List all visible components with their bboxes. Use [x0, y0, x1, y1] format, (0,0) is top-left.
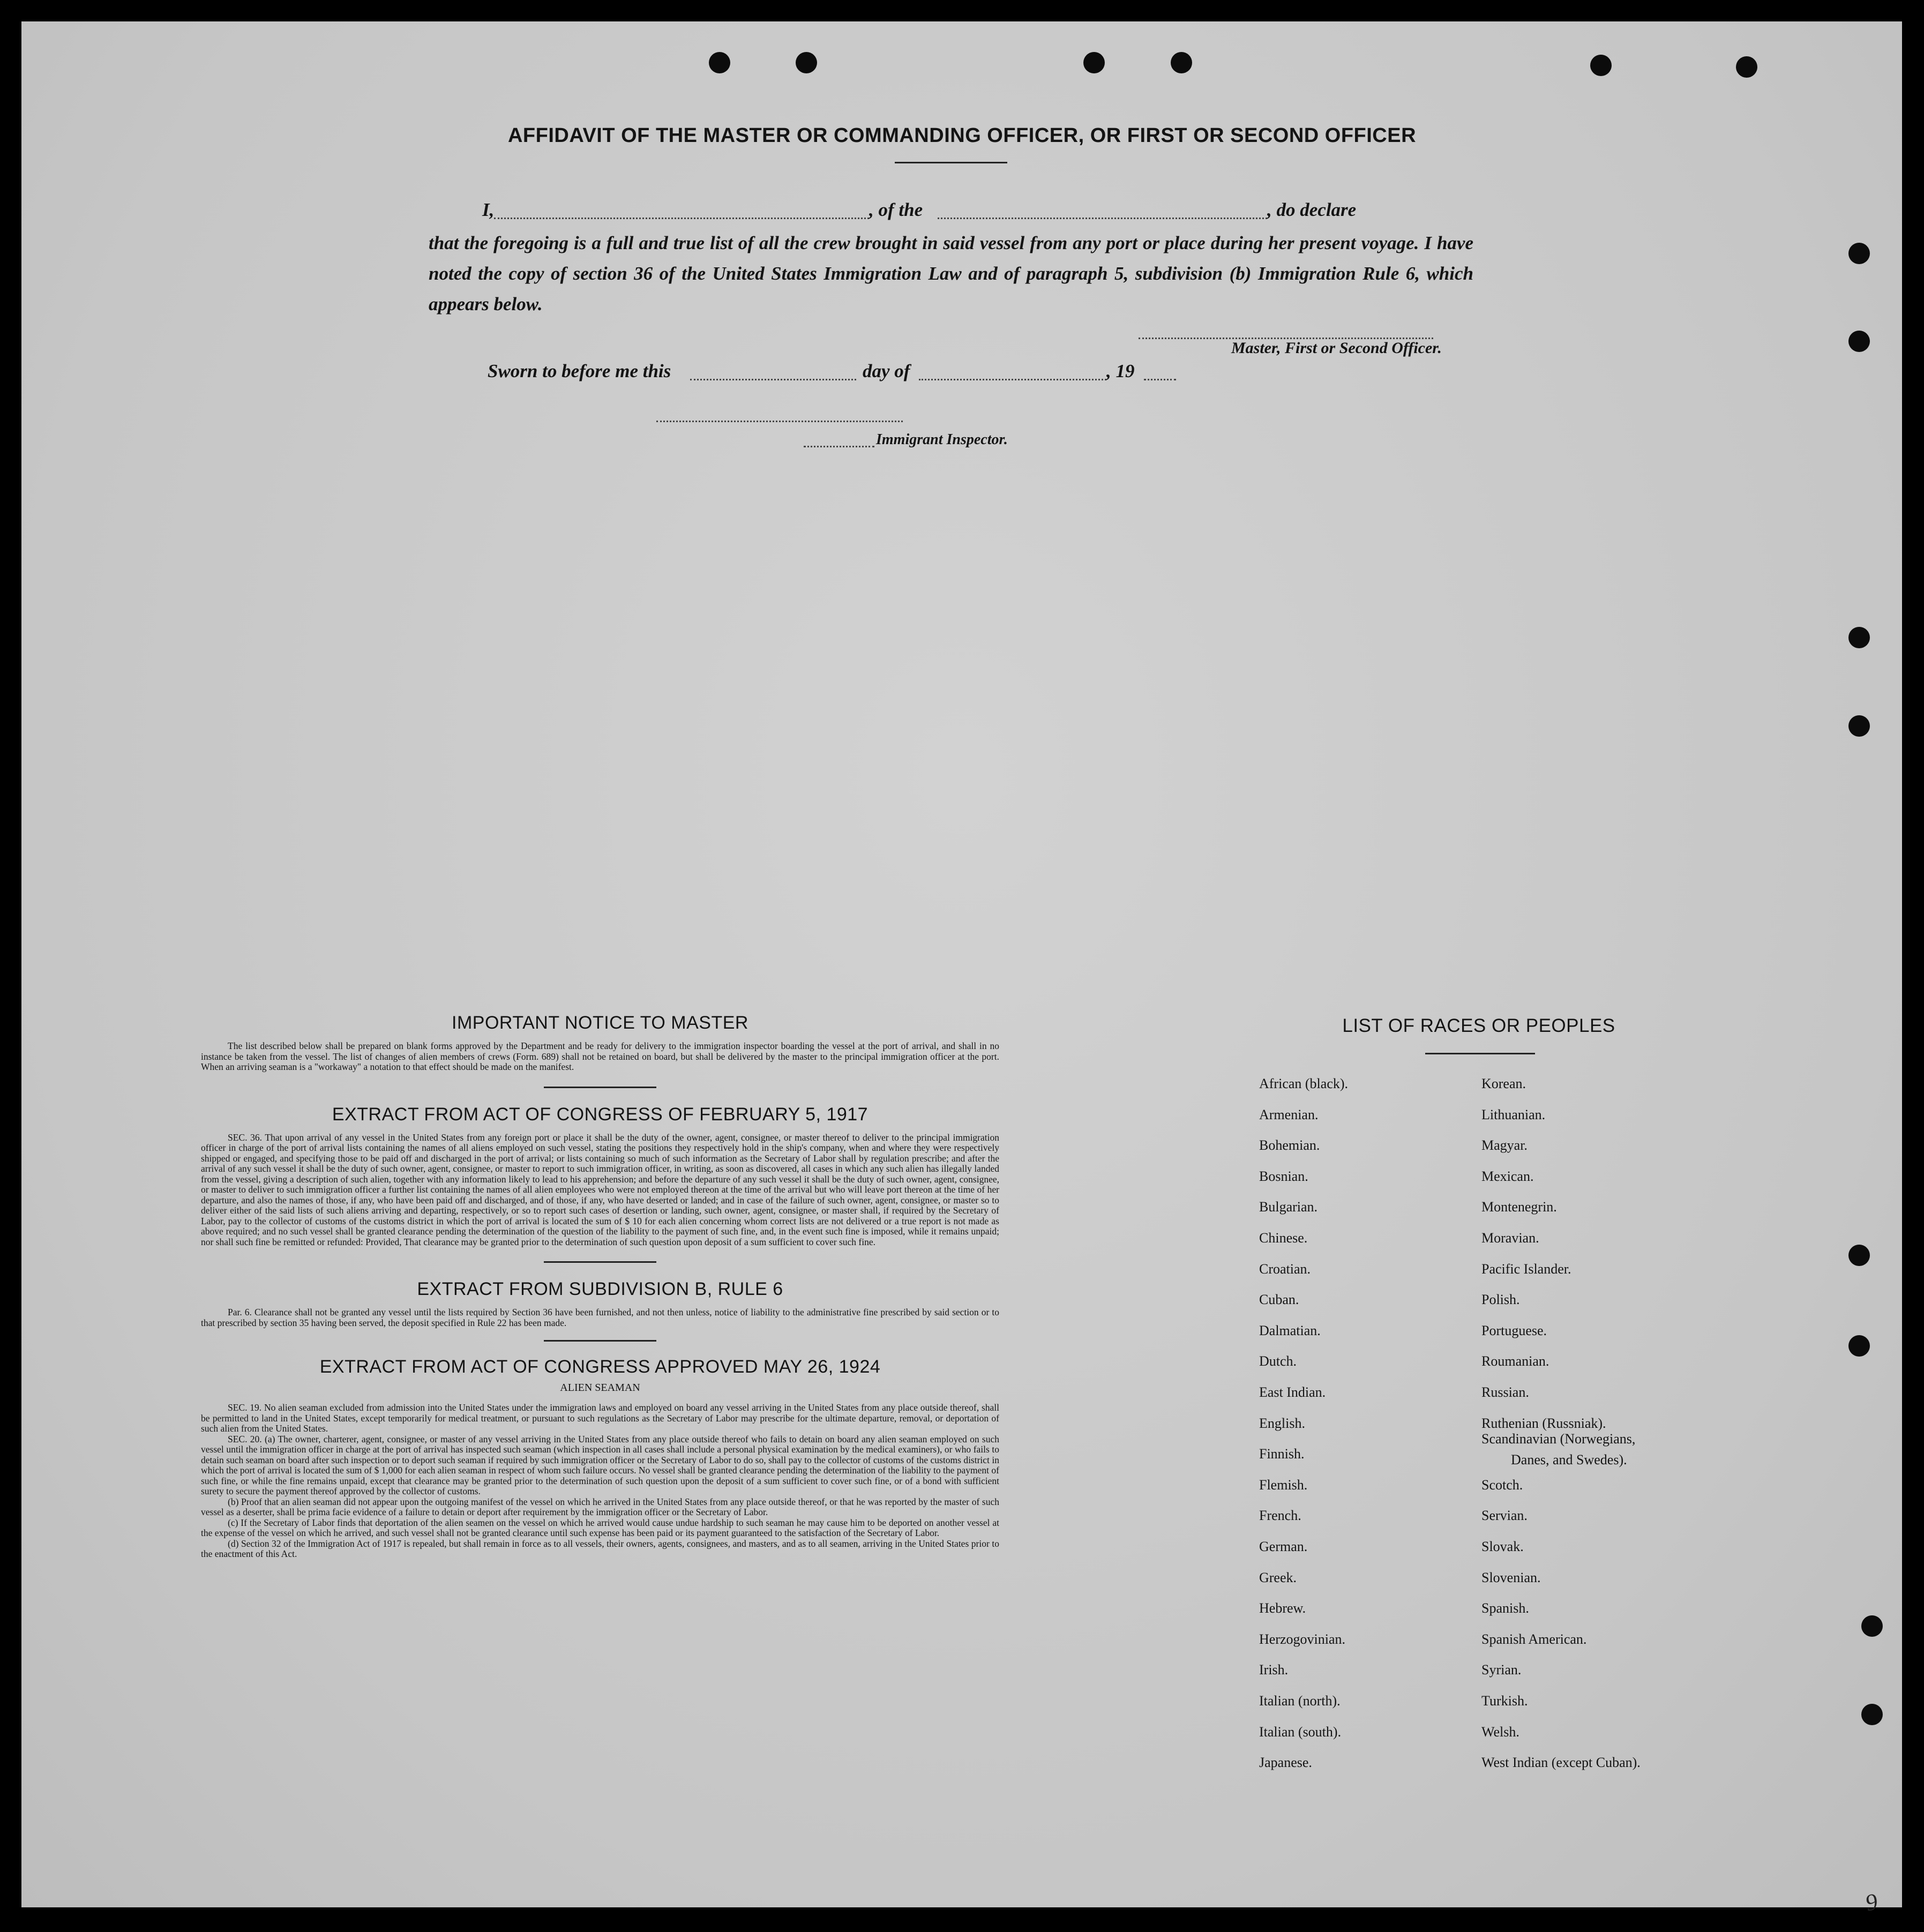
race-item: Pacific Islander. [1481, 1261, 1571, 1277]
punch-hole [709, 52, 730, 73]
race-item-continuation: Danes, and Swedes). [1511, 1452, 1627, 1467]
day-of-text: day of [863, 361, 910, 381]
affidavit-declaration-line [429, 199, 1473, 226]
race-item: Mexican. [1481, 1168, 1534, 1184]
punch-hole [1861, 1704, 1883, 1725]
subdivision-b-title: EXTRACT FROM SUBDIVISION B, RULE 6 [417, 1279, 783, 1299]
day-blank [690, 379, 856, 380]
of-the-text: , of the [869, 199, 923, 220]
race-item: Slovak. [1481, 1539, 1524, 1554]
race-item: Spanish. [1481, 1600, 1529, 1616]
alien-seaman-subtitle: ALIEN SEAMAN [560, 1382, 640, 1394]
race-item: Spanish American. [1481, 1631, 1587, 1647]
punch-hole [1083, 52, 1105, 73]
race-item: Moravian. [1481, 1230, 1539, 1246]
month-blank [919, 379, 1106, 380]
punch-hole [1861, 1615, 1883, 1637]
race-item: Montenegrin. [1481, 1199, 1557, 1215]
race-item: Bohemian. [1259, 1137, 1320, 1154]
race-item: Armenian. [1259, 1106, 1319, 1122]
extract-1924-title: EXTRACT FROM ACT OF CONGRESS APPROVED MAY 26, 1924 [319, 1357, 881, 1377]
race-item: Syrian. [1481, 1662, 1522, 1678]
race-item: Magyar. [1481, 1137, 1528, 1154]
races-title: LIST OF RACES OR PEOPLES [1342, 1015, 1615, 1036]
race-item: Korean. [1481, 1076, 1526, 1091]
inspector-signature-line [656, 421, 903, 422]
race-item: Servian. [1481, 1508, 1528, 1524]
name-blank [494, 218, 869, 219]
race-item: Croatian. [1259, 1261, 1311, 1277]
sworn-line [488, 361, 1184, 387]
subdivision-b-text: Par. 6. Clearance shall not be granted any vessel until the lists required by Section 36 have been furnished, and not then unless, notice of liability to the administrative fine prescribed by said section or to that prescribed by section 35 having been served, the deposit specified in Rule 22 has been made. [201, 1307, 999, 1328]
affidavit-body: that the foregoing is a full and true list of all the crew brought in said vessel from any port or place during her present voyage. I have noted the copy of section 36 of the United States Immigration Law and of paragraph 5, subdivision (b) Immigration Rule 6, which appears below. [429, 233, 1473, 314]
race-item: Herzogovinian. [1259, 1631, 1346, 1647]
title-underline [895, 162, 1007, 163]
punch-hole [1848, 715, 1870, 737]
extract-1924-sec20c: (c) If the Secretary of Labor finds that deportation of the alien seamen on the vessel on which he arrived would cause undue hardship to such seaman he may cause him to be deported on another vessel at the expense of the vessel on which he arrived, and such vessel shall not be granted clearance until such expense has been paid or its payment guaranteed to the satisfaction of the Secretary of Labor. [201, 1517, 999, 1538]
race-item: Ruthenian (Russniak). [1481, 1415, 1606, 1431]
punch-hole [1848, 331, 1870, 352]
race-item: Irish. [1259, 1662, 1289, 1678]
extract-1924-sec19: SEC. 19. No alien seaman excluded from admission into the United States under the immigration laws and employed on board any vessel arriving in the United States from any place outside thereof, shall be permitted to land in the United States, except temporarily for medical treatment, or pursuant to such regulations as the Secretary of Labor may prescribe for the ultimate departure, removal, or deportation of such alien from the United States. [201, 1402, 999, 1434]
race-item: Scandinavian (Norwegians, [1481, 1431, 1636, 1447]
race-item: Scotch. [1481, 1477, 1523, 1493]
extract-1917-title: EXTRACT FROM ACT OF CONGRESS OF FEBRUARY 5, 1917 [332, 1104, 869, 1125]
race-item: Turkish. [1481, 1693, 1528, 1709]
race-item: Bulgarian. [1259, 1199, 1318, 1215]
race-item: Dalmatian. [1259, 1322, 1321, 1338]
extract-1917-text: SEC. 36. That upon arrival of any vessel in the United States from any foreign port or place it shall be the duty of the owner, agent, consignee, or master thereof to deliver to the principal immigration officer in charge of the port of arrival lists containing the names of all aliens employed on such vessel, stating the positions they respectively hold in the ship's company, when and where they were respectively shipped or engaged, and specifying those to be paid off and discharged in the port of arrival; or lists containing so much of such information as the Secretary of Labor shall by regulation prescribe; and after the arrival of any such vessel it shall be the duty of such owner, agent, consignee, or master to report to such immigration officer, in writing, as soon as discovered, all cases in which any such alien has illegally landed from the vessel, giving a description of such alien, together with any information likely to lead to his apprehension; and before the departure of any such vessel it shall be the duty of such owner, agent, consignee, or master to deliver to such immigration officer a further list containing the names of all alien employees who were not employed thereon at the time of the arrival but who will leave port thereon at the time of her departure, and also the names of those, if any, who have been paid off and discharged, and of those, if any, who have deserted or landed; and in case of the failure of such owner, agent, consignee, or master so to deliver either of the said lists of such aliens arriving and departing, respectively, or so to report such cases of desertion or landing, such owner, agent, consignee, or master shall, if required by the Secretary of Labor, pay to the collector of customs of the customs district in which the port of arrival is located the sum of $ 10 for each alien concerning whom correct lists are not delivered or a true report is not made as above required; and no such vessel shall be granted clearance pending the determination of the question of the liability to the payment of such fine, and, in the event such fine is imposed, while it remains unpaid; nor shall such fine be remitted or refunded: Provided, That clearance may be granted prior to the determination of such question upon deposit of a sum sufficient to cover such fine. [201, 1132, 999, 1247]
extract-1924-sec20b: (b) Proof that an alien seaman did not appear upon the outgoing manifest of the vessel on which he arrived in the United States from any place outside thereof, or that he was reported by the master of such vessel as a deserter, shall be prima facie evidence of a failure to detain or deport after requirement by the immigration officer or the Secretary of Labor. [201, 1496, 999, 1517]
section-divider [544, 1261, 656, 1263]
race-item: German. [1259, 1539, 1308, 1554]
race-item: French. [1259, 1508, 1301, 1524]
race-item: Polish. [1481, 1292, 1520, 1308]
race-item: Italian (south). [1259, 1724, 1342, 1740]
year-blank [1144, 379, 1176, 380]
race-item: Finnish. [1259, 1446, 1305, 1462]
race-item: Portuguese. [1481, 1322, 1547, 1338]
punch-hole [1171, 52, 1192, 73]
extract-1924-sec20d: (d) Section 32 of the Immigration Act of 1917 is repealed, but shall remain in force as to all vessels, their owners, agents, consignees, and masters, and as to all seamen, arriving in the United States prior to the enactment of this Act. [201, 1538, 999, 1559]
inspector-prefix-dots [804, 446, 874, 447]
section-divider [544, 1340, 656, 1342]
race-item: Cuban. [1259, 1292, 1299, 1308]
race-item: Flemish. [1259, 1477, 1308, 1493]
notice-column [201, 1013, 999, 1560]
race-item: Japanese. [1259, 1755, 1312, 1771]
notice-title: IMPORTANT NOTICE TO MASTER [452, 1013, 748, 1033]
race-item: Russian. [1481, 1384, 1529, 1400]
race-item: Greek. [1259, 1569, 1297, 1585]
race-item: Slovenian. [1481, 1569, 1541, 1585]
race-item: Dutch. [1259, 1353, 1297, 1369]
race-item: Lithuanian. [1481, 1106, 1546, 1122]
inspector-label: Immigrant Inspector. [876, 431, 1008, 448]
punch-hole [1848, 1335, 1870, 1357]
punch-hole [1736, 56, 1757, 78]
race-item: Italian (north). [1259, 1693, 1341, 1709]
notice-text: The list described below shall be prepared on blank forms approved by the Department and be ready for delivery to the immigration inspector boarding the vessel at the port of arrival, and shall in no instance be taken from the vessel. The list of changes of alien members of crews (Form. 689) shall not be retained on board, but shall be delivered by the master to the principal immigration officer at the port. When an arriving seaman is a "workaway" a notation to that effect should be made on the manifest. [201, 1040, 999, 1072]
section-divider [544, 1087, 656, 1088]
race-item: African (black). [1259, 1076, 1349, 1091]
race-item: Roumanian. [1481, 1353, 1549, 1369]
punch-hole [1848, 243, 1870, 264]
declarant-prefix: I, [482, 199, 495, 220]
sworn-text: Sworn to before me this [488, 361, 671, 381]
punch-hole [1848, 627, 1870, 648]
race-item: West Indian (except Cuban). [1481, 1755, 1641, 1771]
race-item: East Indian. [1259, 1384, 1326, 1400]
race-item: Bosnian. [1259, 1168, 1308, 1184]
punch-hole [1590, 55, 1612, 76]
extract-1924-sec20a: SEC. 20. (a) The owner, charterer, agent, consignee, or master of any vessel arriving in the United States from any place outside thereof who fails to detain on board any alien seaman employed on such vessel until the immigration officer in charge at the port of arrival has inspected such seaman (which inspection in all cases shall include a personal physical examination by the medical examiners), or who fails to detain such seaman on board after such inspection or to deport such seaman if required by such immigration officer or the Secretary of Labor to do so, shall pay to the collector of customs of the customs district in which the port of arrival is located the sum of $ 1,000 for each alien seaman in respect of whom such failure occurs. No vessel shall be granted clearance pending the determination of the liability to the payment of such fine, or while the fine remains unpaid, except that clearance may be granted prior to the determination of such question upon the deposit of a sum sufficient to cover such fine, or of a bond with sufficient surety to secure the payment thereof approved by the collector of customs. [201, 1433, 999, 1496]
race-item: Hebrew. [1259, 1600, 1306, 1616]
race-item: Welsh. [1481, 1724, 1519, 1740]
handwritten-page-mark: 9 [1863, 1888, 1880, 1916]
race-item: Chinese. [1259, 1230, 1308, 1246]
year-prefix: , 19 [1106, 361, 1135, 381]
punch-hole [1848, 1245, 1870, 1266]
do-declare-text: , do declare [1267, 199, 1357, 220]
affidavit-title: AFFIDAVIT OF THE MASTER OR COMMANDING OFFICER, OR FIRST OR SECOND OFFICER [507, 124, 1417, 147]
races-title-underline [1425, 1053, 1535, 1054]
race-item: English. [1259, 1415, 1305, 1431]
punch-hole [796, 52, 817, 73]
signature-label: Master, First or Second Officer. [1231, 339, 1442, 357]
vessel-blank [938, 218, 1267, 219]
